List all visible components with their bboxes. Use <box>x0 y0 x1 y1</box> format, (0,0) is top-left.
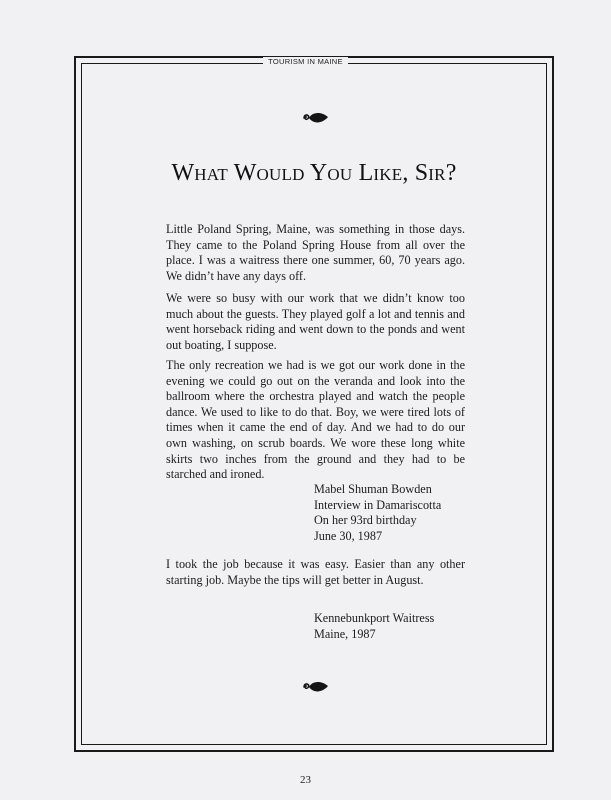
attribution-line: On her 93rd birthday <box>314 513 417 528</box>
attribution-line: Interview in Damariscotta <box>314 497 442 512</box>
leaf-fleuron-icon <box>301 679 331 695</box>
attribution-line: June 30, 1987 <box>314 528 383 543</box>
paragraph: The only recreation we had is we got our work done in the evening we could go out on the veranda and look into the ballroom where the orchestra played and watch the people dance. We used to like to do that. Boy, we were tired lots of times when it came the end of day. And we had to do our own washing, on scrub boards. We wore these long white skirts two inches from the ground and they had to be starched and ironed. <box>166 358 465 482</box>
attribution-line: Maine, 1987 <box>314 626 376 641</box>
running-header-text: TOURISM IN MAINE <box>263 57 348 66</box>
attribution-line: Kennebunkport Waitress <box>314 611 435 625</box>
article-title: What Would You Like, Sir? <box>171 160 457 186</box>
paragraph: We were so busy with our work that we didn’t know too much about the guests. They played golf a lot and tennis and went horseback riding and went down to the ponds and went out boating, I suppose. <box>166 291 465 352</box>
attribution-block <box>314 482 441 544</box>
page-number: 23 <box>300 774 311 786</box>
paragraph: Little Poland Spring, Maine, was something in those days. They came to the Poland Spring House from all over the place. I was a waitress there one summer, 60, 70 years ago. We didn’t have any days off. <box>166 222 465 283</box>
leaf-fleuron-icon <box>301 110 331 126</box>
attribution-line: Mabel Shuman Bowden <box>314 482 432 496</box>
paragraph: I took the job because it was easy. Easier than any other starting job. Maybe the tips will get better in August. <box>166 557 465 587</box>
attribution-block <box>314 611 434 642</box>
